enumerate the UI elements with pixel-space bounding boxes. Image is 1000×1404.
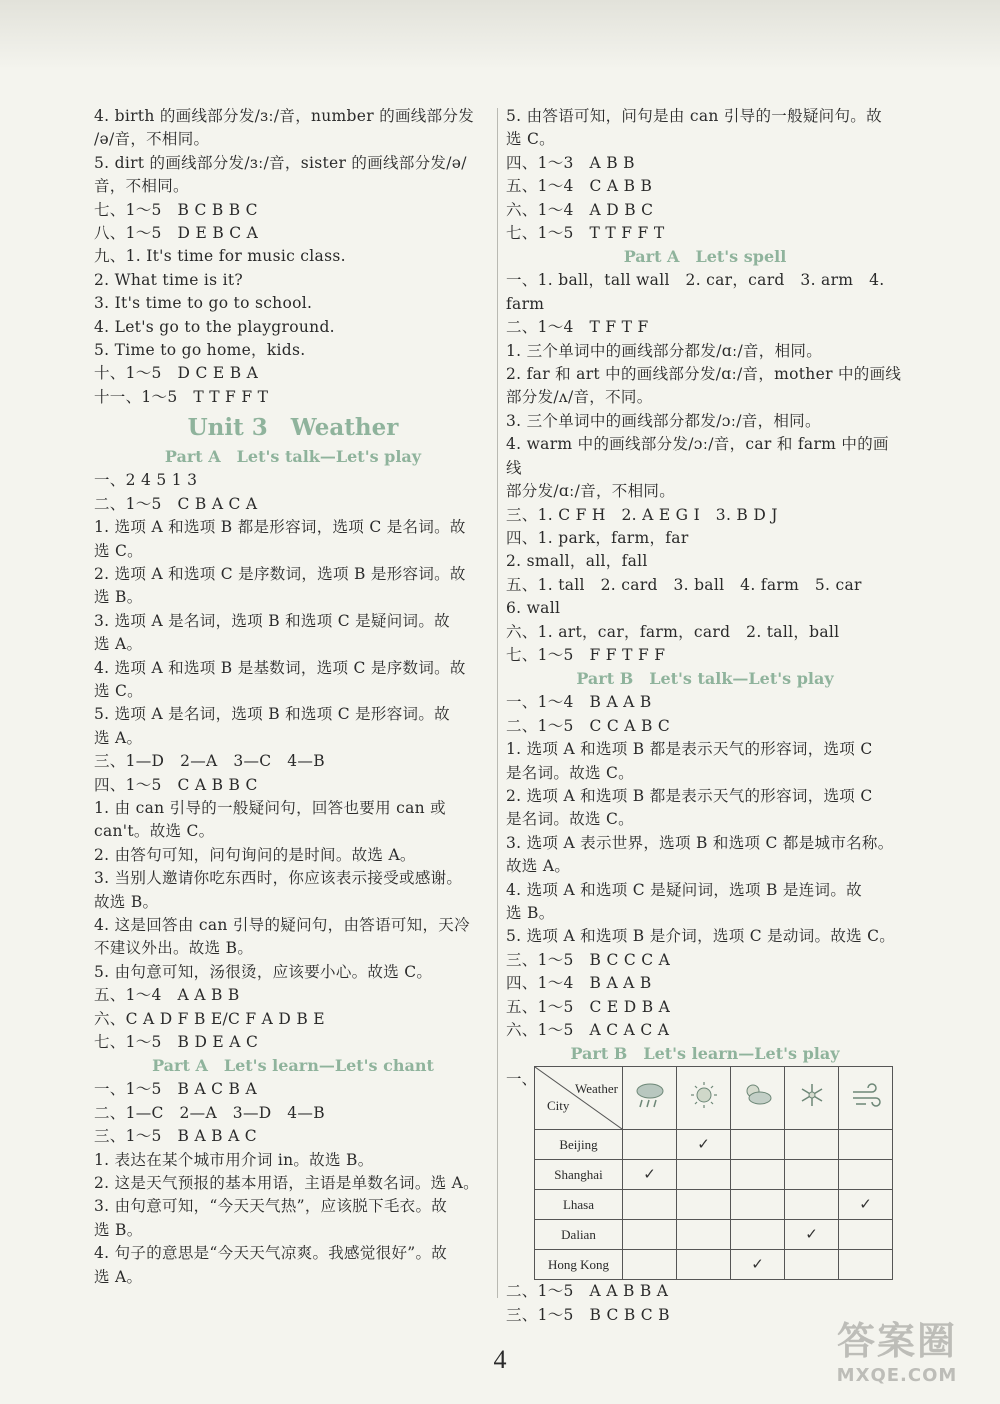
text-line: 选 C。	[94, 681, 143, 700]
text-line: 1. 选项 A 和选项 B 都是表示天气的形容词，选项 C	[506, 740, 873, 759]
city-cell: Lhasa	[535, 1190, 623, 1220]
text-line: 五、1～5 C E D B A	[506, 997, 671, 1016]
snowy-icon	[794, 1080, 830, 1110]
text-line: 故选 A。	[506, 857, 571, 876]
text-line: 5. 选项 A 和选项 B 是介词，选项 C 是动词。故选 C。	[506, 927, 896, 946]
page-number: 4	[493, 1345, 507, 1374]
text-line: 4. warm 中的画线部分发/ɔː/音，car 和 farm 中的画线	[506, 435, 889, 477]
check-mark: ✓	[697, 1136, 710, 1153]
weather-table	[534, 1066, 893, 1280]
text-line: 3. 选项 A 表示世界，选项 B 和选项 C 都是城市名称。	[506, 833, 894, 852]
text-line: 4. 选项 A 和选项 B 是基数词，选项 C 是序数词。故	[94, 658, 466, 677]
text-line: 五、1～4 C A B B	[506, 177, 653, 196]
table-cell	[785, 1220, 839, 1250]
check-mark: ✓	[643, 1166, 656, 1183]
section-title: Part B Let's learn—Let's play	[570, 1044, 840, 1064]
text-line: 2. 选项 A 和选项 C 是序数词，选项 B 是形容词。故	[94, 564, 466, 583]
table-row	[535, 1220, 893, 1250]
text-line: 4. 这是回答由 can 引导的疑问句，由答语可知，天冷	[94, 916, 470, 934]
text-line: 选 A。	[94, 728, 143, 747]
text-line: 一、1～4 B A A B	[506, 693, 652, 712]
table-cell	[677, 1130, 731, 1160]
windy-icon	[848, 1080, 884, 1110]
text-line: 2. small，all，fall	[506, 552, 648, 571]
text-line: 1. 表达在某个城市用介词 in。故选 B。	[94, 1150, 374, 1169]
text-line: 6. wall	[506, 599, 561, 618]
text-line: 八、1～5 D E B C A	[94, 224, 259, 243]
check-mark: ✓	[805, 1226, 818, 1243]
text-line: 六、C A D F B E/C F A D B E	[94, 1009, 325, 1028]
watermark-url: MXQE.COM	[836, 1365, 958, 1386]
left-lines-a	[94, 105, 492, 409]
text-line: 十、1～5 D C E B A	[94, 364, 259, 383]
column-divider	[497, 108, 498, 1298]
table-cell	[677, 1160, 731, 1190]
text-line: 四、1. park，farm，far	[506, 528, 689, 547]
text-line: 选 C。	[506, 130, 555, 149]
text-line: 二、1～5 C B A C A	[94, 494, 258, 513]
text-line: 1. 由 can 引导的一般疑问句，回答也要用 can 或	[94, 798, 446, 817]
text-line: 五、1. tall 2. card 3. ball 4. farm 5. car	[506, 575, 862, 594]
text-line: 2. 这是天气预报的基本用语，主语是单数名词。选 A。	[94, 1174, 479, 1193]
table-corner-cell	[535, 1067, 623, 1130]
text-line: 选 A。	[94, 635, 143, 654]
table-cell	[731, 1190, 785, 1220]
text-line: 是名词。故选 C。	[506, 763, 634, 782]
text-line: 二、1～4 T F T F	[506, 318, 649, 337]
table-cell	[677, 1220, 731, 1250]
text-line: 九、1. It's time for music class.	[94, 247, 346, 266]
text-line: 选 B。	[94, 588, 143, 607]
text-line: 4. birth 的画线部分发/ɜː/音，number 的画线部分发	[94, 107, 474, 125]
left-lines-b	[94, 469, 492, 1054]
table-cell	[785, 1250, 839, 1280]
text-line: 5. 由答语可知，问句是由 can 引导的一般疑问句。故	[506, 107, 882, 125]
text-line: 六、1～4 A D B C	[506, 200, 654, 219]
text-line: 3. 选项 A 是名词，选项 B 和选项 C 是疑问词。故	[94, 611, 450, 630]
text-line: 五、1～4 A A B B	[94, 986, 240, 1005]
weather-header-cell	[731, 1067, 785, 1130]
text-line: 七、1～5 F F T F F	[506, 645, 666, 664]
table-cell	[785, 1130, 839, 1160]
text-line: 十一、1～5 T T F F T	[94, 387, 269, 406]
city-cell: Dalian	[535, 1220, 623, 1250]
page-top-shade	[0, 0, 1000, 70]
table-cell	[731, 1250, 785, 1280]
text-line: 三、1—D 2—A 3—C 4—B	[94, 752, 325, 771]
table-cell	[839, 1220, 893, 1250]
table-cell	[839, 1250, 893, 1280]
table-row	[535, 1250, 893, 1280]
text-line: 2. 选项 A 和选项 B 都是表示天气的形容词，选项 C	[506, 786, 873, 805]
table-cell	[623, 1250, 677, 1280]
text-line: 六、1. art，car，farm，card 2. tall，ball	[506, 622, 840, 641]
table-cell	[731, 1220, 785, 1250]
section-title: Part A Let's talk—Let's play	[164, 447, 422, 467]
cloudy-icon	[740, 1080, 776, 1110]
right-lines-a	[506, 105, 904, 245]
table-cell	[839, 1160, 893, 1190]
text-line: 5. Time to go home，kids.	[94, 341, 306, 360]
weather-header-cell	[839, 1067, 893, 1130]
table-cell	[677, 1190, 731, 1220]
table-cell	[839, 1130, 893, 1160]
text-line: 2. What time is it?	[94, 270, 244, 289]
text-line: 选 B。	[506, 904, 555, 922]
table-cell	[785, 1160, 839, 1190]
text-line: 四、1～4 B A A B	[506, 974, 652, 993]
text-line: 1. 选项 A 和选项 B 都是形容词，选项 C 是名词。故	[94, 518, 466, 537]
text-line: 四、1～3 A B B	[506, 153, 635, 172]
right-lines-c	[506, 691, 904, 1042]
text-line: 七、1～5 B C B B C	[94, 200, 258, 219]
section-title: Part A Let's spell	[623, 247, 787, 267]
text-line: 二、1—C 2—A 3—D 4—B	[94, 1103, 325, 1122]
text-line: 一、1～5 B A C B A	[94, 1080, 257, 1099]
weather-header-cell	[677, 1067, 731, 1130]
table-cell	[623, 1160, 677, 1190]
text-line: 是名词。故选 C。	[506, 810, 634, 829]
text-line: 四、1～5 C A B B C	[94, 775, 258, 794]
table-row	[535, 1130, 893, 1160]
text-line: 一、1. ball，tall wall 2. car，card 3. arm 4. farm	[506, 271, 885, 313]
city-cell: Hong Kong	[535, 1250, 623, 1280]
unit-title: Unit 3 Weather	[187, 414, 399, 442]
section-title: Part B Let's talk—Let's play	[576, 669, 834, 689]
text-line: 选 C。	[94, 541, 143, 560]
right-column	[506, 105, 904, 1327]
table-cell	[623, 1220, 677, 1250]
table-cell	[623, 1190, 677, 1220]
corner-weather-label: Weather	[575, 1081, 618, 1097]
text-line: 故选 B。	[94, 892, 159, 911]
city-cell: Shanghai	[535, 1160, 623, 1190]
text-line: 二、1～5 C C A B C	[506, 716, 671, 735]
left-column	[94, 105, 492, 1289]
table-row	[535, 1190, 893, 1220]
watermark	[812, 1310, 982, 1392]
text-line: 三、1～5 B C C C A	[506, 950, 671, 969]
text-line: 4. Let's go to the playground.	[94, 317, 335, 336]
text-line: 选 B。	[94, 1220, 143, 1239]
text-line: 5. 由句意可知，汤很烫，应该要小心。故选 C。	[94, 962, 433, 981]
text-line: 选 A。	[94, 1267, 143, 1286]
text-line: 4. 句子的意思是“今天天气凉爽。我感觉很好”。故	[94, 1244, 448, 1263]
text-line: 5. dirt 的画线部分发/ɜː/音，sister 的画线部分发/ə/	[94, 153, 467, 172]
text-line: 七、1～5 T T F F T	[506, 224, 665, 243]
text-line: 七、1～5 B D E A C	[94, 1033, 259, 1052]
weather-table-question	[506, 1066, 904, 1280]
weather-header-cell	[785, 1067, 839, 1130]
city-cell: Beijing	[535, 1130, 623, 1160]
sunny-icon	[686, 1080, 722, 1110]
text-line: /ə/音，不相同。	[94, 130, 210, 149]
text-line: 部分发/ʌ/音，不同。	[506, 388, 653, 407]
left-lines-c	[94, 1078, 492, 1289]
section-title: Part A Let's learn—Let's chant	[152, 1056, 434, 1076]
table-cell	[623, 1130, 677, 1160]
table-cell	[785, 1190, 839, 1220]
text-line: 六、1～5 A C A C A	[506, 1021, 670, 1040]
table-row	[535, 1160, 893, 1190]
weather-header-cell	[623, 1067, 677, 1130]
check-mark: ✓	[751, 1256, 764, 1273]
right-lines-b	[506, 269, 904, 667]
text-line: 三、1. C F H 2. A E G I 3. B D J	[506, 505, 778, 524]
text-line: 部分发/ɑː/音，不相同。	[506, 482, 675, 501]
text-line: 3. It's time to go to school.	[94, 294, 313, 313]
text-line: 3. 当别人邀请你吃东西时，你应该表示接受或感谢。	[94, 869, 463, 888]
corner-city-label: City	[547, 1098, 570, 1114]
text-line: 一、2 4 5 1 3	[94, 471, 198, 490]
table-cell	[839, 1190, 893, 1220]
text-line: 不建议外出。故选 B。	[94, 939, 254, 958]
table-header-row	[535, 1067, 893, 1130]
watermark-logo: 答案圈	[836, 1319, 957, 1363]
table-cell	[731, 1160, 785, 1190]
text-line: 2. 由答句可知，问句询问的是时间。故选 A。	[94, 845, 416, 864]
table-cell	[677, 1250, 731, 1280]
text-line: 4. 选项 A 和选项 C 是疑问词，选项 B 是连词。故	[506, 880, 862, 899]
text-line: 三、1～5 B A B A C	[94, 1127, 257, 1146]
text-line: 1. 三个单词中的画线部分都发/ɑː/音，相同。	[506, 341, 823, 360]
text-line: 三、1～5 B C B C B	[506, 1305, 670, 1324]
text-line: 5. 选项 A 是名词，选项 B 和选项 C 是形容词。故	[94, 705, 450, 724]
question-number: 一、	[506, 1070, 538, 1089]
text-line: 二、1～5 A A B B A	[506, 1282, 669, 1301]
text-line: 2. far 和 art 中的画线部分发/ɑː/音，mother 中的画线	[506, 365, 902, 384]
check-mark: ✓	[859, 1196, 872, 1213]
text-line: 3. 由句意可知，“今天天气热”，应该脱下毛衣。故	[94, 1197, 448, 1216]
text-line: 3. 三个单词中的画线部分都发/ɔː/音，相同。	[506, 411, 821, 430]
text-line: 音，不相同。	[94, 177, 189, 196]
rainy-icon	[632, 1080, 668, 1110]
table-cell	[731, 1130, 785, 1160]
text-line: can't。故选 C。	[94, 822, 215, 841]
